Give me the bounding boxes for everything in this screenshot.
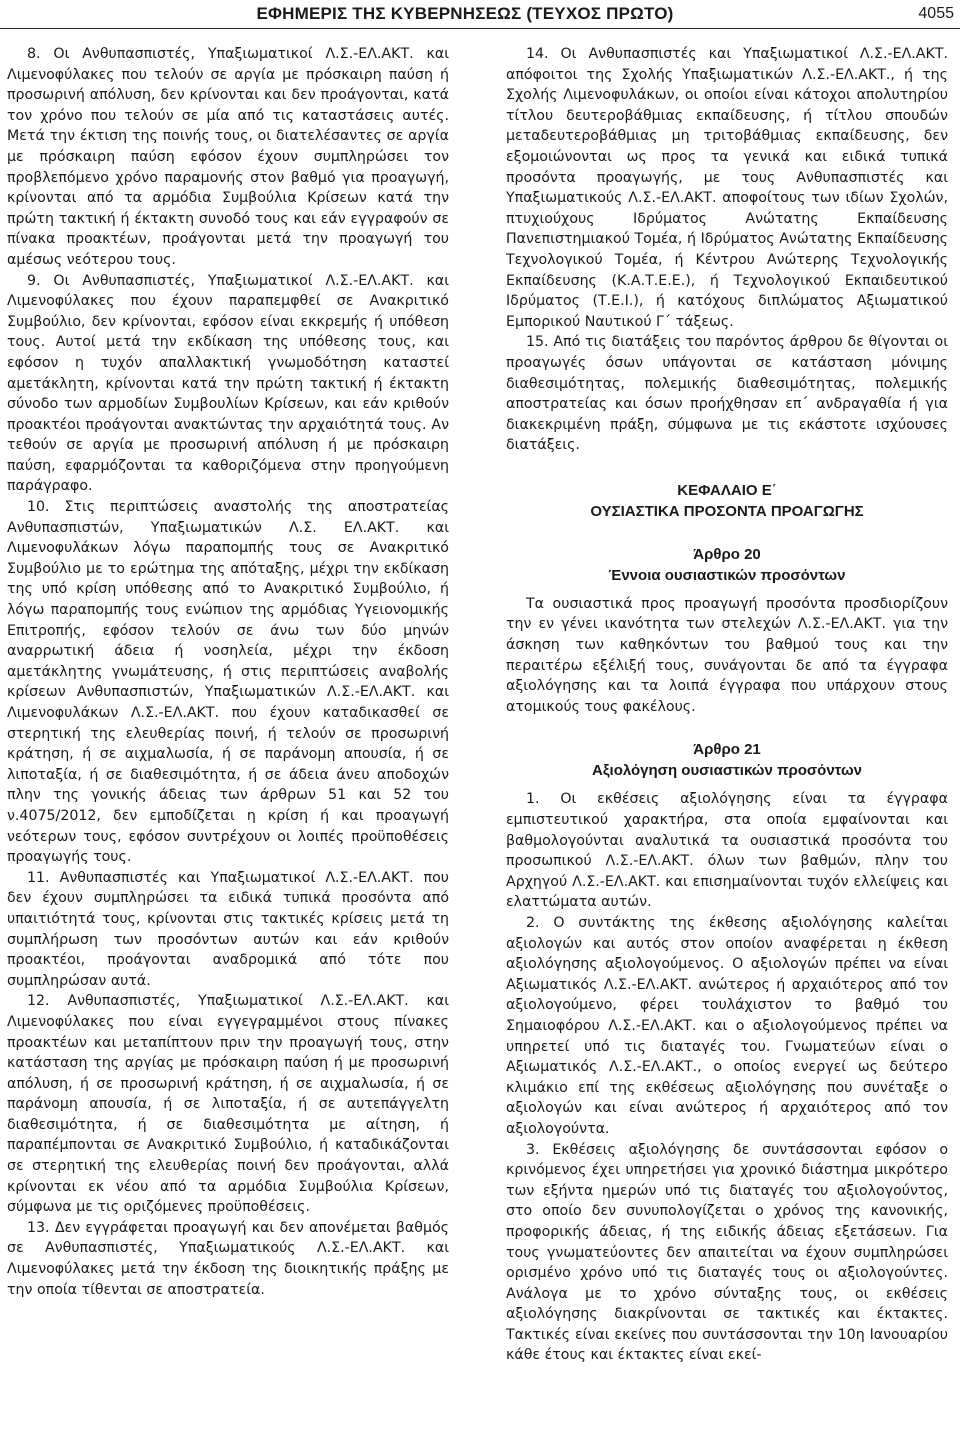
chapter-title: ΟΥΣΙΑΣΤΙΚΑ ΠΡΟΣΟΝΤΑ ΠΡΟΑΓΩΓΗΣ bbox=[590, 502, 864, 520]
article-21-paragraph-2: 2. Ο συντάκτης της έκθεσης αξιολόγησης καλείται αξιολογών και αυτός στον οποίον αναφέρεται η έκθεση αξιολόγησης αξιολογούμενος. Ο αξιολογών πρέπει να είναι Αξιωματικός Λ.Σ.-ΕΛ.ΑΚΤ. ανώτερος ή αρχαιότερος από τον αξιολογούμενο, φέρει τουλάχιστον το βαθμό του Σημαιοφόρου Λ.Σ.-ΕΛ.ΑΚΤ. και ο αξιολογούμενος πρέπει να υπηρετεί υπό τις διαταγές του. Γνωματεύων είναι ο Αξιωματικός Λ.Σ.-ΕΛ.ΑΚΤ., ο οποίος ενεργεί ως δεύτερο κλιμάκιο επί της εκθέσεως αξιολόγησης που συνέταξε ο αξιολογών και είναι ανώτερος ή αρχαιότερος από τον αξιολογούντα. bbox=[506, 915, 948, 1137]
article-21-paragraph-1: 1. Οι εκθέσεις αξιολόγησης είναι τα έγγραφα εμπιστευτικού χαρακτήρα, στα οποία εμφαίνονται και βαθμολογούνται αναλυτικά τα ουσιαστικά προσόντα του προσωπικού Λ.Σ.-ΕΛ.ΑΚΤ. όλων των βαθμών, πλην του Αρχηγού Λ.Σ.-ΕΛ.ΑΚΤ. και επισημαίνονται τυχόν ελλείψεις και ελαττώματα αυτών. bbox=[506, 791, 948, 911]
article-21-title: Αξιολόγηση ουσιαστικών προσόντων bbox=[592, 762, 862, 780]
paragraph-9: 9. Οι Ανθυπασπιστές, Υπαξιωματικοί Λ.Σ.-ΕΛ.ΑΚΤ. και Λιμενοφύλακες που έχουν παραπεμφθεί σε Ανακριτικό Συμβούλιο, δεν κρίνονται, εφόσον είναι εκκρεμής ή υπόθεση τους. Αυτοί μετά την εκδίκαση της υπόθεσης τους, και εφόσον η τυχόν απαλλακτική γνωμοδότηση καταστεί αμετάκλητη, κρίνονται κατά την πρώτη τακτική ή έκτακτη σύνοδο των αρμοδίων Συμβουλίων Κρίσεων, και εάν κριθούν προακτέοι προάγονται ανακτώντας την αρχαιότητά τους. Αν τεθούν σε αργία με προσωρινή απόλυση ή με πρόσκαιρη παύση, εφαρμόζονται τα καθοριζόμενα στην προηγούμενη παράγραφο. bbox=[7, 272, 449, 495]
article-20-title: Έννοια ουσιαστικών προσόντων bbox=[608, 566, 846, 584]
paragraph-8: 8. Οι Ανθυπασπιστές, Υπαξιωματικοί Λ.Σ.-ΕΛ.ΑΚΤ. και Λιμενοφύλακες που τελούν σε αργία με πρόσκαιρη παύση ή προσωρινή απόλυση, δεν κρίνονται και δεν προάγονται, κατά τον χρόνο που τελούν σε μία από τις καταστάσεις αυτές. Μετά την έκτιση της ποινής τους, οι διατελέσαντες σε αργία με πρόσκαιρη παύση εφόσον έχουν συμπληρώσει τον προβλεπόμενο χρόνο παραμονής στον βαθμό για προαγωγή, κρίνονται από τα αρμόδια Συμβούλια Κρίσεων κατά την πρώτη τακτική ή έκτακτη συνοδό τους και εάν εγγραφούν σε πίνακα προακτέων, προάγονται μετά την προαγωγή του αμέσως νεότερου τους. bbox=[7, 46, 449, 268]
left-column bbox=[7, 44, 449, 1300]
paragraph-10: 10. Στις περιπτώσεις αναστολής της αποστρατείας Ανθυπασπιστών, Υπαξιωματικών Λ.Σ. ΕΛ.ΑΚΤ. και Λιμενοφυλάκων λόγω παραπομπής τους σε Ανακριτικό Συμβούλιο με το ερώτημα της απόταξης, μέχρι την εκδίκαση της υπό κρίση υπόθεσης από το Ανακριτικό Συμβούλιο, ή λόγω παραπομπής τους ενώπιον της αρμόδιας Υγειονομικής Επιτροπής, εφόσον τελούν σε άνω των δύο μηνών αναρρωτική άδεια ή νοσηλεία, μέχρι την έκδοση αμετάκλητης γνωμάτευσης, ή στις περιπτώσεις αναβολής κρίσεων Ανθυπασπιστών, Υπαξιωματικών Λ.Σ.-ΕΛ.ΑΚΤ. και Λιμενοφυλάκων Λ.Σ.-ΕΛ.ΑΚΤ. που έχουν καταδικασθεί σε στερητική της ελευθερίας ποινή, ή τελούν σε προσωρινή κράτηση, ή σε αιχμαλωσία, ή σε παράνομη απουσία, ή σε λιποταξία, ή σε διαθεσιμότητα, ή σε άδεια άνευ αποδοχών πλην της γονικής άδειας των άρθρων 51 και 52 του ν.4075/2012, δεν εμποδίζεται η κρίση ή και προαγωγή νεότερων τους, εφόσον συντρέχουν οι λοιπές προϋποθέσεις προαγωγής τους. bbox=[7, 499, 449, 866]
chapter-label: ΚΕΦΑΛΑΙΟ Ε΄ bbox=[677, 481, 777, 499]
page-number: 4055 bbox=[918, 5, 954, 22]
running-header bbox=[0, 2, 960, 29]
article-21-label: Άρθρο 21 bbox=[693, 741, 761, 759]
article-20-paragraph: Τα ουσιαστικά προς προαγωγή προσόντα προσδιορίζουν την εν γένει ικανότητα των στελεχών Λ.Σ.-ΕΛ.ΑΚΤ. για την άσκηση των καθηκόντων του βαθμού τους και την περαιτέρω εξέλιξή τους, συνάγονται δε από τα έγγραφα αξιολόγησης και τα λοιπά έγγραφα που υπάρχουν στους ατομικούς τους φακέλους. bbox=[506, 595, 948, 715]
article-20-label: Άρθρο 20 bbox=[693, 545, 761, 563]
running-title: ΕΦΗΜΕΡΙΣ ΤΗΣ ΚΥΒΕΡΝΗΣΕΩΣ (ΤΕΥΧΟΣ ΠΡΩΤΟ) bbox=[256, 4, 674, 23]
right-column bbox=[506, 44, 948, 1366]
paragraph-14: 14. Οι Ανθυπασπιστές και Υπαξιωματικοί Λ.Σ.-ΕΛ.ΑΚΤ. απόφοιτοι της Σχολής Υπαξιωματικών Λ.Σ.-ΕΛ.ΑΚΤ., ή της Σχολής Λιμενοφυλάκων, οι οποίοι είναι κάτοχοι απολυτηρίου τίτλου δευτεροβάθμιας εκπαίδευσης, ή τίτλου σπουδών μεταδευτεροβάθμιας μη τριτοβάθμιας εκπαίδευσης, δεν εξομοιώνονται ως προς τα γενικά και ειδικά τυπικά προσόντα προαγωγής, με τους Ανθυπασπιστές και Υπαξιωματικούς Λ.Σ.-ΕΛ.ΑΚΤ. αποφοίτους των ιδίων Σχολών, πτυχιούχους Ιδρύματος Ανώτατης Εκπαίδευσης Πανεπιστημιακού Τομέα, ή Ιδρύματος Ανώτατης Εκπαίδευσης Τεχνολογικού Τομέα, ή Κέντρου Ανώτερης Τεχνολογικής Εκπαίδευσης (Κ.Α.Τ.Ε.Ε.), ή Τεχνολογικού Εκπαιδευτικού Ιδρύματος (Τ.Ε.Ι.), ή κατόχους διπλώματος Αξιωματικού Εμπορικού Ναυτικού Γ΄ τάξεως. bbox=[506, 46, 948, 330]
article-21-paragraph-3: 3. Εκθέσεις αξιολόγησης δε συντάσσονται εφόσον ο κρινόμενος έχει υπηρετήσει για χρονικό διάστημα μικρότερο των εξήντα ημερών υπό τις διαταγές του αξιολογούντος, στο οποίο δεν συνυπολογίζεται ο χρόνος της κανονικής, προφορικής άδειας, ή της ειδικής άδειας εξετάσεων. Για τους γνωματεύοντες δεν απαιτείται να έχουν συμπληρώσει ορισμένο χρόνο υπό τις διαταγές τους οι αξιολογούντες. Ανάλογα με το χρόνο σύνταξης τους, οι εκθέσεις αξιολόγησης διακρίνονται σε τακτικές και έκτακτες. Τακτικές είναι εκείνες που συντάσσονται την 10η Ιανουαρίου κάθε έτους και έκτακτες είναι εκεί- bbox=[506, 1141, 948, 1364]
paragraph-11: 11. Ανθυπασπιστές και Υπαξιωματικοί Λ.Σ.-ΕΛ.ΑΚΤ. που δεν έχουν συμπληρώσει τα ειδικά τυπικά προσόντα από υπαιτιότητά τους, κρίνονται στις τακτικές κρίσεις μετά τη συμπλήρωση των προσόντων αυτών και εάν κριθούν προακτέοι, προάγονται αναδρομικά από τότε που συμπληρώσαν αυτά. bbox=[7, 869, 449, 989]
paragraph-13: 13. Δεν εγγράφεται προαγωγή και δεν απονέμεται βαθμός σε Ανθυπασπιστές, Υπαξιωματικούς Λ.Σ.-ΕΛ.ΑΚΤ. και Λιμενοφύλακες μετά την έκδοση της διοικητικής πράξης με την οποία τίθενται σε αποστρατεία. bbox=[7, 1219, 449, 1298]
paragraph-12: 12. Ανθυπασπιστές, Υπαξιωματικοί Λ.Σ.-ΕΛ.ΑΚΤ. και Λιμενοφύλακες που είναι εγγεγραμμένοι στους πίνακες προακτέων και μεταπίπτουν πριν την προαγωγή τους, στην κατάσταση της αργίας με πρόσκαιρη παύση ή με προσωρινή απόλυση, ή σε προσωρινή κράτηση, ή σε αιχμαλωσία, ή σε παράνομη απουσία, ή σε λιποταξία, ή σε αυτεπάγγελτη διαθεσιμότητα, ή σε διαθεσιμότητα με αίτηση, ή παραπέμπονται σε Ανακριτικό Συμβούλιο, ή καταδικάζονται σε στερητική της ελευθερίας ποινή δεν προάγονται, αλλά κρίνονται εκ νέου από τα αρμόδια Συμβούλια Κρίσεων, σύμφωνα με τις οριζόμενες προϋποθέσεις. bbox=[7, 993, 449, 1216]
paragraph-15: 15. Από τις διατάξεις του παρόντος άρθρου δε θίγονται οι προαγωγές όσων υπάγονται σε κατάσταση μόνιμης διαθεσιμότητας, πολεμικής διαθεσιμότητας, πολεμικής αποστρατείας και όσων προήχθησαν επ΄ ανδραγαθία ή για διακεκριμένη πράξη, σύμφωνα με τις εκάστοτε ισχύουσες διατάξεις. bbox=[506, 334, 948, 454]
